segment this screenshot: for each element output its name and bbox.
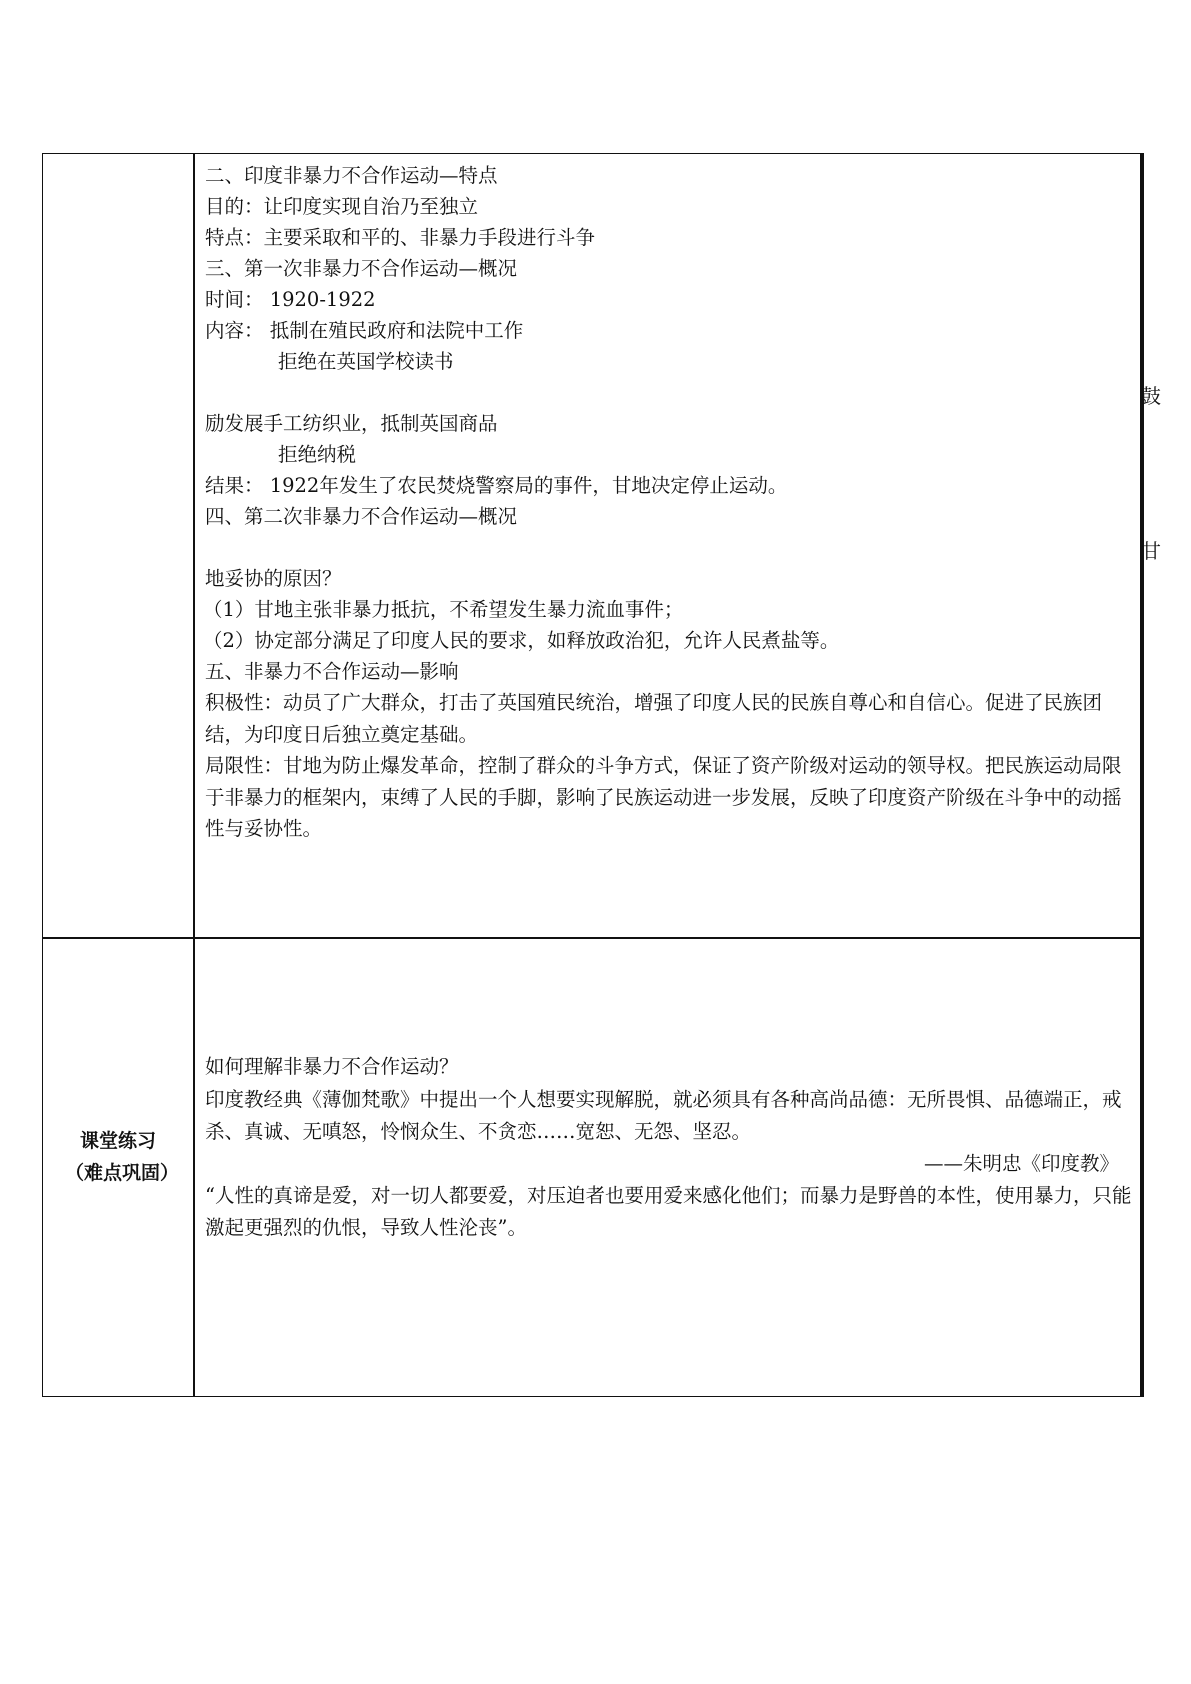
positive-impact: 积极性：动员了广大群众，打击了英国殖民统治，增强了印度人民的民族自尊心和自信心。促进了民族团结，为印度日后独立奠定基础。 bbox=[205, 691, 1103, 746]
gandhi-quote: “人性的真谛是爱，对一切人都要爱，对压迫者也要用爱来感化他们；而暴力是野兽的本性，使用暴力，只能激起更强烈的仇恨，导致人性沦丧”。 bbox=[205, 1184, 1132, 1239]
limitation-impact: 局限性：甘地为防止爆发革命，控制了群众的斗争方式，保证了资产阶级对运动的领导权。把民族运动局限于非暴力的框架内，束缚了人民的手脚，影响了民族运动进一步发展，反映了印度资产阶级在斗争中的动摇性与妥协性。 bbox=[205, 754, 1122, 840]
gita-quote: 印度教经典《薄伽梵歌》中提出一个人想要实现解脱，就必须具有各种高尚品德：无所畏惧、品德端正，戒杀、真诚、无嗔怒，怜悯众生、不贪恋……宽恕、无怨、坚忍。 bbox=[205, 1088, 1122, 1143]
purpose-line: 目的：让印度实现自治乃至独立 bbox=[205, 195, 479, 218]
heading-second-movement: 四、第二次非暴力不合作运动—概况 bbox=[205, 505, 518, 528]
content-item-school: 拒绝在英国学校读书 bbox=[278, 350, 454, 373]
right-border bbox=[1140, 154, 1143, 1396]
row-divider bbox=[43, 937, 1143, 939]
reason-1: （1）甘地主张非暴力抵抗，不希望发生暴力流血事件； bbox=[203, 598, 684, 621]
content-line: 内容： 抵制在殖民政府和法院中工作 bbox=[205, 319, 524, 342]
heading-impact: 五、非暴力不合作运动—影响 bbox=[205, 660, 459, 683]
heading-first-movement: 三、第一次非暴力不合作运动—概况 bbox=[205, 257, 518, 280]
exercise-question: 如何理解非暴力不合作运动？ bbox=[205, 1055, 459, 1078]
margin-char-2: 甘 bbox=[1141, 539, 1161, 563]
margin-char-1: 鼓 bbox=[1141, 384, 1161, 408]
reason-2: （2）协定部分满足了印度人民的要求，如释放政治犯，允许人民煮盐等。 bbox=[203, 629, 840, 652]
time-line: 时间： 1920-1922 bbox=[205, 288, 376, 311]
content-item-tax: 拒绝纳税 bbox=[278, 443, 357, 466]
content-item-textile: 励发展手工纺织业，抵制英国商品 bbox=[205, 412, 498, 435]
quote-attribution: ——朱明忠《印度教》 bbox=[924, 1152, 1120, 1175]
heading-features: 二、印度非暴力不合作运动—特点 bbox=[205, 164, 498, 187]
row-label-practice: 课堂练习 bbox=[79, 1130, 156, 1152]
feature-line: 特点：主要采取和平的、非暴力手段进行斗争 bbox=[205, 226, 596, 249]
compromise-question: 地妥协的原因？ bbox=[205, 567, 342, 590]
row-label-sub: （难点巩固） bbox=[64, 1162, 179, 1184]
column-divider bbox=[193, 154, 195, 1396]
result-line: 结果： 1922年发生了农民焚烧警察局的事件，甘地决定停止运动。 bbox=[205, 474, 788, 497]
